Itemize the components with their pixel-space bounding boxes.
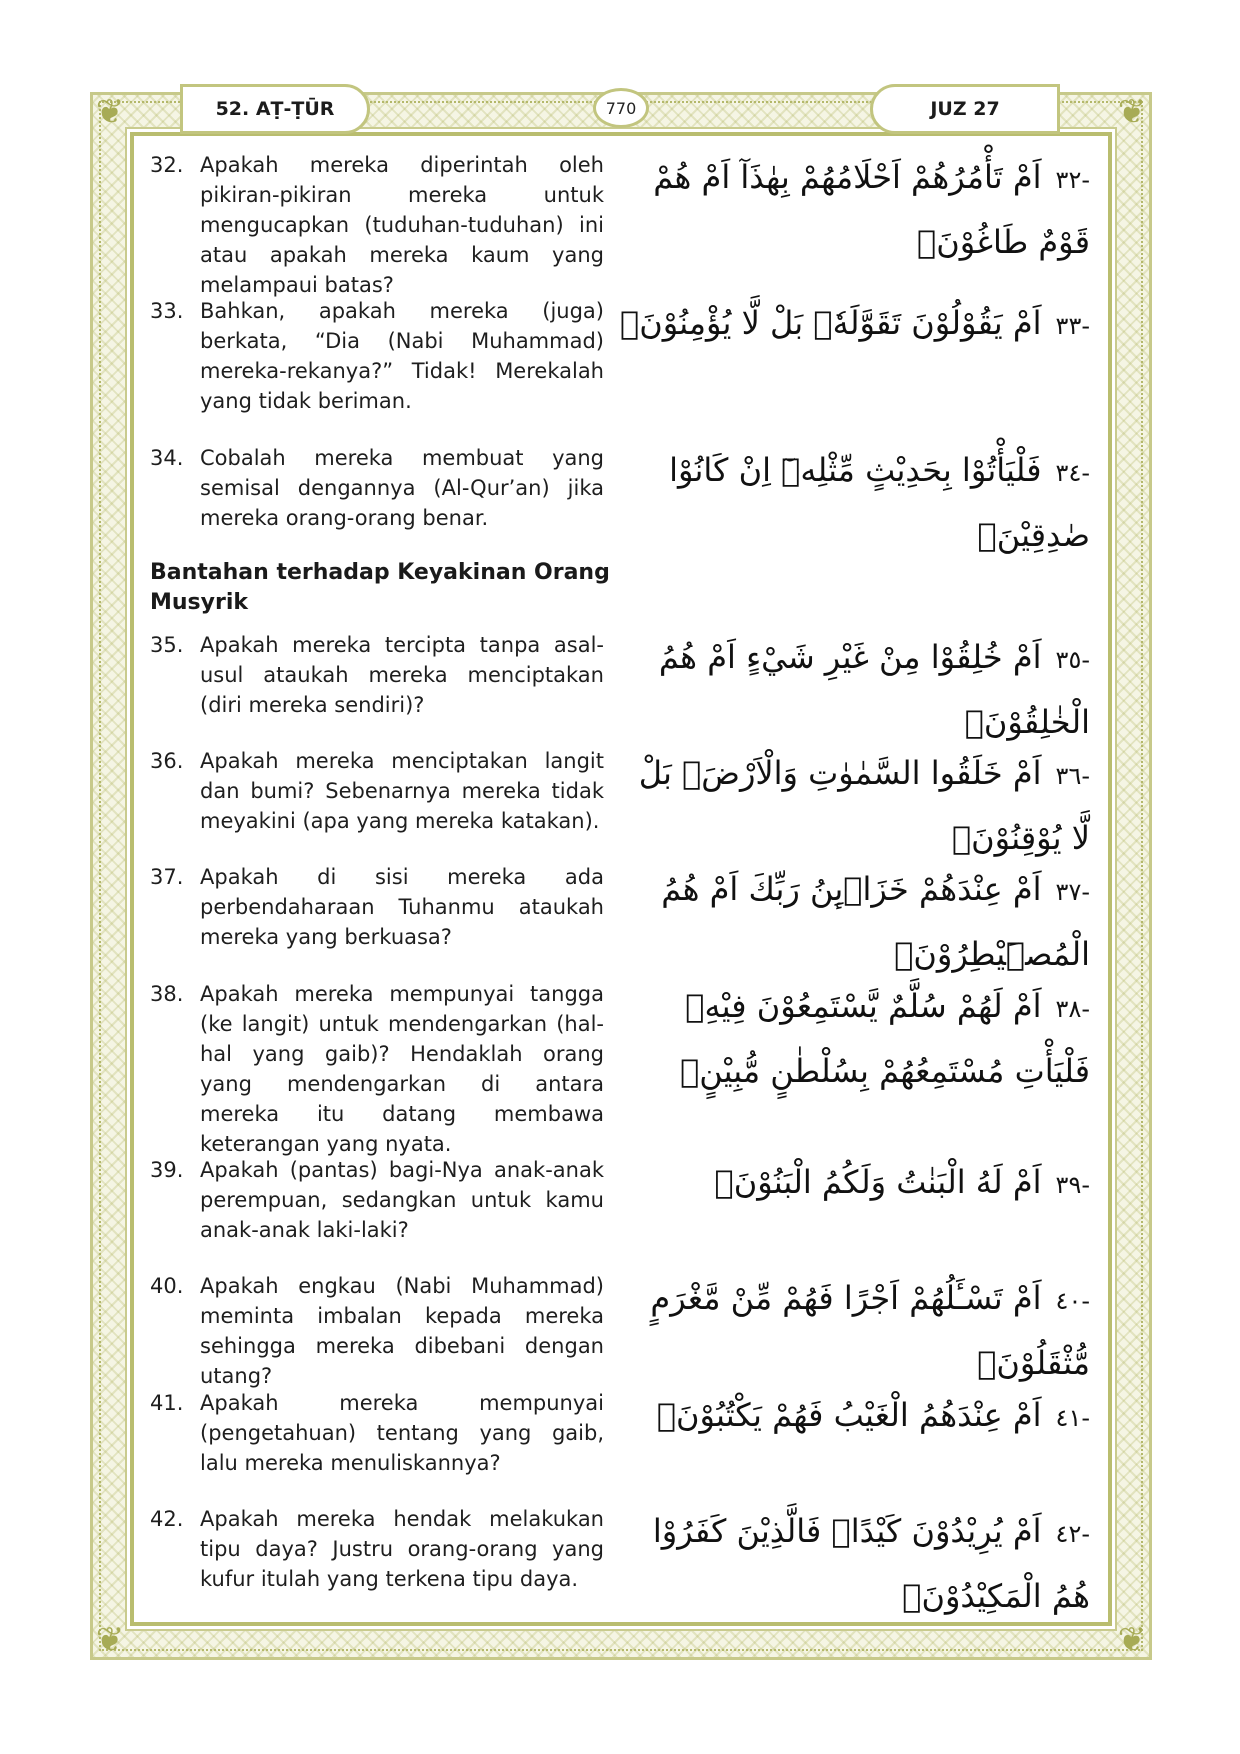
translation bbox=[150, 1388, 604, 1478]
arabic-text: اَمْ تَسْـَٔلُهُمْ اَجْرًا فَهُمْ مِّنْ مَّغْرَمٍ مُّثْقَلُوْنَۗ bbox=[650, 1279, 1090, 1382]
translation-text: Bahkan, apakah mereka (juga) berkata, “Dia (Nabi Muhammad) mereka-rekanya?” Tidak! Merekalah yang tidak beriman. bbox=[200, 299, 604, 413]
section-heading: Bantahan terhadap Keyakinan Orang Musyrik bbox=[150, 560, 610, 615]
arabic-verse-number: -٣٦ bbox=[1055, 762, 1090, 790]
verse-number: 42. bbox=[150, 1507, 184, 1531]
verse-number: 32. bbox=[150, 153, 184, 177]
arabic-verse bbox=[620, 146, 1090, 273]
translation bbox=[150, 862, 604, 952]
arabic-text: اَمْ لَهُ الْبَنٰتُ وَلَكُمُ الْبَنُوْنَۗ bbox=[714, 1163, 1042, 1201]
translation-text: Apakah mereka tercipta tanpa asal-usul ataukah mereka menciptakan (diri mereka sendiri)? bbox=[200, 633, 604, 717]
arabic-text: اَمْ عِنْدَهُمُ الْغَيْبُ فَهُمْ يَكْتُبُوْنَۗ bbox=[656, 1396, 1042, 1434]
arabic-text: اَمْ يُرِيْدُوْنَ كَيْدًاۗ فَالَّذِيْنَ كَفَرُوْا هُمُ الْمَكِيْدُوْنَۗ bbox=[652, 1512, 1090, 1615]
arabic-text: اَمْ لَهُمْ سُلَّمٌ يَّسْتَمِعُوْنَ فِيْهِۚ فَلْيَأْتِ مُسْتَمِعُهُمْ بِسُلْطٰنٍ مُّبِيْنٍۗ bbox=[680, 987, 1090, 1090]
verse-number: 37. bbox=[150, 865, 184, 889]
arabic-verse bbox=[620, 439, 1090, 566]
translation bbox=[150, 1504, 604, 1594]
translation-text: Apakah (pantas) bagi-Nya anak-anak perempuan, sedangkan untuk kamu anak-anak laki-laki? bbox=[200, 1158, 604, 1242]
arabic-verse bbox=[620, 742, 1090, 869]
arabic-verse-number: -٤١ bbox=[1055, 1404, 1090, 1432]
corner-ornament-icon: ❦ bbox=[95, 1620, 125, 1660]
translation-text: Apakah mereka mempunyai tangga (ke langit) untuk mendengarkan (hal-hal yang gaib)? Hendaklah orang yang mendengarkan di antara mereka itu datang membawa keterangan yang nyata. bbox=[200, 982, 604, 1156]
arabic-verse-number: -٤٢ bbox=[1055, 1520, 1090, 1548]
corner-ornament-icon: ❦ bbox=[1117, 1620, 1147, 1660]
verse-number: 34. bbox=[150, 446, 184, 470]
corner-ornament-icon: ❦ bbox=[95, 92, 125, 132]
arabic-text: اَمْ عِنْدَهُمْ خَزَاۤىِٕنُ رَبِّكَ اَمْ هُمُ الْمُصَۣيْطِرُوْنَۗ bbox=[661, 870, 1090, 973]
translation-text: Apakah engkau (Nabi Muhammad) meminta imbalan kepada mereka sehingga mereka dibebani dengan utang? bbox=[200, 1274, 604, 1388]
surah-label: 52. AṬ-ṬŪR bbox=[180, 84, 370, 134]
verse-number: 40. bbox=[150, 1274, 184, 1298]
arabic-verse bbox=[620, 1151, 1090, 1216]
verse-number: 38. bbox=[150, 982, 184, 1006]
arabic-verse-number: -٣٤ bbox=[1055, 459, 1090, 487]
arabic-text: اَمْ خُلِقُوْا مِنْ غَيْرِ شَيْءٍ اَمْ هُمُ الْخٰلِقُوْنَۗ bbox=[658, 638, 1090, 741]
translation-text: Apakah di sisi mereka ada perbendaharaan Tuhanmu ataukah mereka yang berkuasa? bbox=[200, 865, 604, 949]
translation bbox=[150, 979, 604, 1159]
verse-number: 33. bbox=[150, 299, 184, 323]
arabic-verse bbox=[620, 858, 1090, 985]
translation-text: Cobalah mereka membuat yang semisal dengannya (Al-Qur’an) jika mereka orang-orang benar. bbox=[200, 446, 604, 530]
arabic-text: اَمْ تَأْمُرُهُمْ اَحْلَامُهُمْ بِهٰذَآ اَمْ هُمْ قَوْمٌ طَاغُوْنَۚ bbox=[653, 158, 1090, 261]
arabic-text: اَمْ يَقُوْلُوْنَ تَقَوَّلَهٗۚ بَلْ لَّا يُؤْمِنُوْنَۚ bbox=[619, 304, 1042, 342]
arabic-verse bbox=[620, 1500, 1090, 1627]
verse-number: 36. bbox=[150, 749, 184, 773]
arabic-verse-number: -٣٧ bbox=[1055, 878, 1090, 906]
corner-ornament-icon: ❦ bbox=[1117, 92, 1147, 132]
translation-text: Apakah mereka hendak melakukan tipu daya? Justru orang-orang yang kufur itulah yang terkena tipu daya. bbox=[200, 1507, 604, 1591]
translation bbox=[150, 630, 604, 720]
translation bbox=[150, 746, 604, 836]
arabic-verse bbox=[620, 975, 1090, 1102]
translation-text: Apakah mereka diperintah oleh pikiran-pikiran mereka untuk mengucapkan (tuduhan-tuduhan) ini atau apakah mereka kaum yang melampaui batas? bbox=[200, 153, 604, 297]
verse-number: 41. bbox=[150, 1391, 184, 1415]
arabic-verse bbox=[620, 1267, 1090, 1394]
verse-number: 35. bbox=[150, 633, 184, 657]
arabic-verse-number: -٣٢ bbox=[1055, 166, 1090, 194]
juz-label: JUZ 27 bbox=[870, 84, 1060, 134]
translation bbox=[150, 150, 604, 300]
verse-number: 39. bbox=[150, 1158, 184, 1182]
translation-text: Apakah mereka mempunyai (pengetahuan) tentang yang gaib, lalu mereka menuliskannya? bbox=[200, 1391, 604, 1475]
arabic-verse-number: -٣٩ bbox=[1055, 1171, 1090, 1199]
arabic-verse-number: -٣٣ bbox=[1055, 312, 1090, 340]
translation bbox=[150, 296, 604, 416]
arabic-verse-number: -٣٥ bbox=[1055, 646, 1090, 674]
arabic-verse bbox=[620, 292, 1090, 357]
page-number: 770 bbox=[593, 88, 649, 128]
translation bbox=[150, 1271, 604, 1391]
translation bbox=[150, 1155, 604, 1245]
arabic-verse-number: -٣٨ bbox=[1055, 995, 1090, 1023]
translation bbox=[150, 443, 604, 533]
arabic-verse bbox=[620, 626, 1090, 753]
arabic-verse bbox=[620, 1384, 1090, 1449]
arabic-verse-number: -٤٠ bbox=[1055, 1287, 1090, 1315]
arabic-text: اَمْ خَلَقُوا السَّمٰوٰتِ وَالْاَرْضَۚ بَلْ لَّا يُوْقِنُوْنَۗ bbox=[638, 754, 1090, 857]
arabic-text: فَلْيَأْتُوْا بِحَدِيْثٍ مِّثْلِهٖٓ اِنْ كَانُوْا صٰدِقِيْنَۗ bbox=[669, 451, 1090, 554]
translation-text: Apakah mereka menciptakan langit dan bumi? Sebenarnya mereka tidak meyakini (apa yang mereka katakan). bbox=[200, 749, 604, 833]
